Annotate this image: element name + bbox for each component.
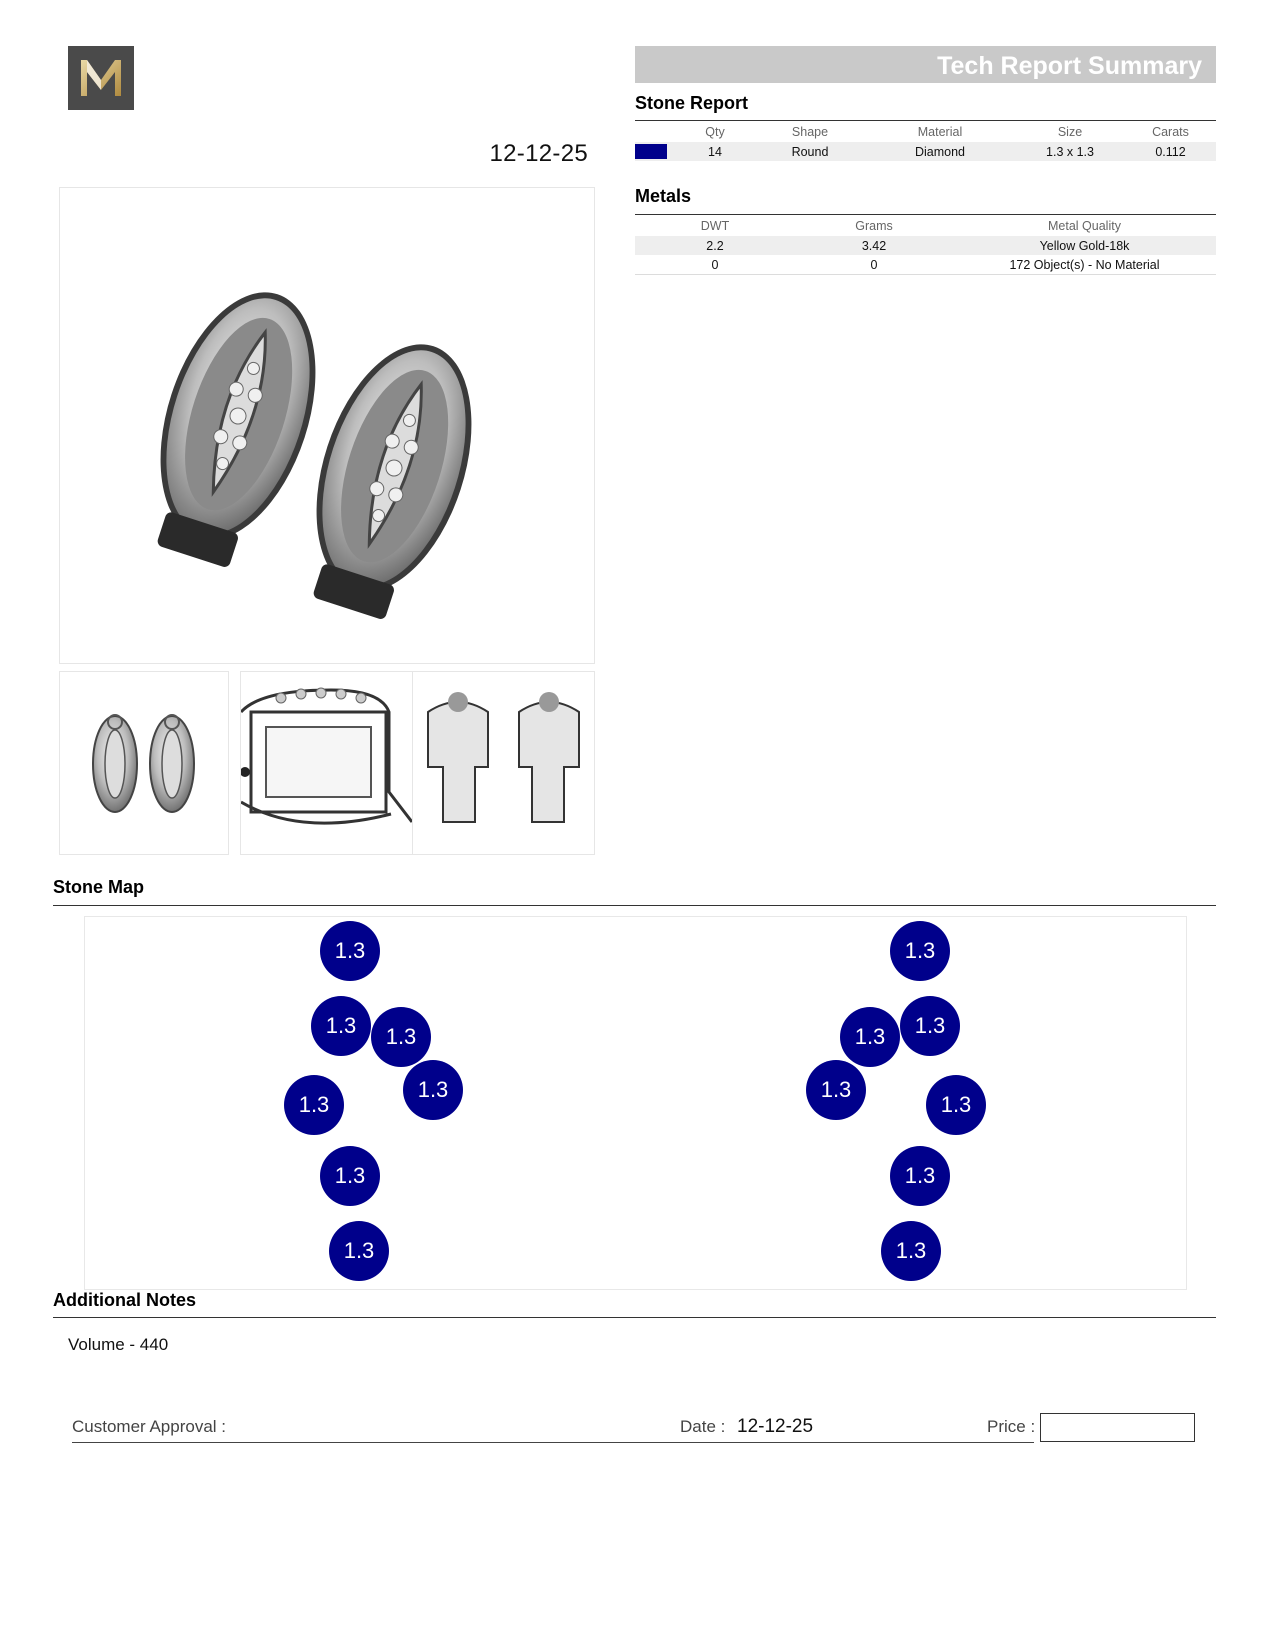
approval-date-value: 12-12-25: [737, 1416, 814, 1437]
metal-quality: Yellow Gold-18k: [953, 236, 1216, 255]
stone-marker: 1.3: [311, 996, 371, 1056]
shape-column-header: Shape: [791, 125, 829, 139]
stone-qty: 14: [675, 142, 755, 161]
stone-map-canvas: [84, 916, 1187, 1290]
front-view-illustration: [60, 672, 228, 854]
date-label: Date :: [680, 1417, 726, 1436]
stone-marker: 1.3: [329, 1221, 389, 1281]
table-row: [635, 255, 1216, 275]
stone-material: Diamond: [865, 142, 1015, 161]
thumbnail-side-profile-view[interactable]: [412, 671, 595, 855]
stone-marker: 1.3: [320, 1146, 380, 1206]
metal-quality-column-header: Metal Quality: [1048, 219, 1121, 233]
stone-marker: 1.3: [881, 1221, 941, 1281]
thumbnail-front-view[interactable]: [59, 671, 229, 855]
stone-color-swatch: [635, 144, 667, 159]
table-row: [635, 236, 1216, 255]
additional-notes-rule: [53, 1317, 1216, 1318]
stone-report-heading: Stone Report: [635, 93, 749, 113]
carats-column-header: Carats: [1152, 125, 1189, 139]
earrings-render-illustration: [60, 188, 594, 663]
stone-marker: 1.3: [890, 1146, 950, 1206]
main-product-image: [59, 187, 595, 664]
stone-marker: 1.3: [900, 996, 960, 1056]
metal-grams: 0: [795, 255, 953, 275]
metal-quality: 172 Object(s) - No Material: [953, 255, 1216, 275]
customer-approval-label: Customer Approval :: [72, 1417, 227, 1436]
price-label: Price :: [987, 1417, 1036, 1436]
stone-marker: 1.3: [320, 921, 380, 981]
stone-marker: 1.3: [371, 1007, 431, 1067]
stone-size: 1.3 x 1.3: [1015, 142, 1125, 161]
stone-map-rule: [53, 905, 1216, 906]
logo-m-mark: [78, 58, 124, 98]
stone-marker: 1.3: [284, 1075, 344, 1135]
stone-report-rule: [635, 120, 1216, 121]
stone-report-header-row: [635, 122, 1216, 142]
customer-approval-signature-line[interactable]: [72, 1442, 1034, 1443]
metal-dwt: 0: [635, 255, 795, 275]
metals-heading: Metals: [635, 186, 692, 206]
side-profile-illustration: [413, 672, 594, 854]
stone-marker: 1.3: [840, 1007, 900, 1067]
metal-grams: 3.42: [795, 236, 953, 255]
metals-table: [635, 216, 1216, 275]
report-title: Tech Report Summary: [635, 46, 1216, 83]
thumbnail-side-detail-view[interactable]: [240, 671, 413, 855]
stone-marker: 1.3: [890, 921, 950, 981]
stone-marker: 1.3: [403, 1060, 463, 1120]
price-field[interactable]: [1040, 1413, 1195, 1442]
additional-notes-text: Volume - 440: [68, 1335, 169, 1354]
side-detail-illustration: [241, 672, 412, 854]
material-column-header: Material: [917, 125, 963, 139]
stone-report-table: [635, 122, 1216, 161]
stone-shape: Round: [755, 142, 865, 161]
company-logo: [68, 46, 134, 110]
header-date: 12-12-25: [489, 140, 588, 167]
stone-carats: 0.112: [1125, 142, 1216, 161]
qty-column-header: Qty: [705, 125, 725, 139]
metals-rule: [635, 214, 1216, 215]
color-column-header: [635, 122, 675, 142]
additional-notes-heading: Additional Notes: [53, 1290, 196, 1310]
size-column-header: Size: [1057, 125, 1083, 139]
stone-marker: 1.3: [926, 1075, 986, 1135]
stone-marker: 1.3: [806, 1060, 866, 1120]
metal-dwt: 2.2: [635, 236, 795, 255]
dwt-column-header: DWT: [700, 219, 730, 233]
metals-header-row: [635, 216, 1216, 236]
table-row: [635, 142, 1216, 161]
grams-column-header: Grams: [855, 219, 893, 233]
stone-map-heading: Stone Map: [53, 877, 145, 897]
